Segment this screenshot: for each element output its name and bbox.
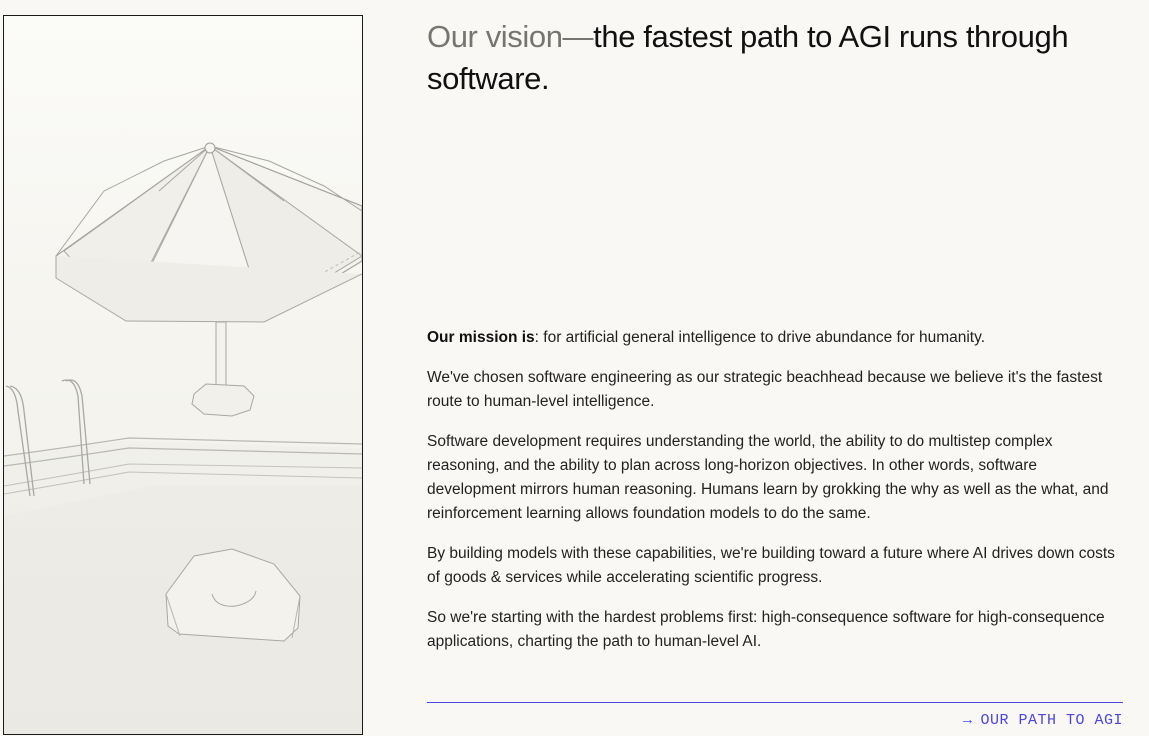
mission-label: Our mission is — [427, 329, 535, 346]
paragraph-hardest-problems: So we're starting with the hardest problems first: high-consequence software for high-consequence applications, charting the path to human-level AI. — [427, 609, 1105, 650]
illustration-frame — [3, 15, 363, 735]
cta-divider — [427, 702, 1123, 703]
page-headline — [427, 16, 1127, 100]
paragraph-future: By building models with these capabilities, we're building toward a future where AI drives down costs of goods & services while accelerating scientific progress. — [427, 545, 1115, 586]
cta-label: OUR PATH TO AGI — [980, 712, 1123, 729]
mission-body — [427, 326, 1127, 670]
paragraph-reasoning: Software development requires understanding the world, the ability to do multistep complex reasoning, and the ability to plan across long-horizon objectives. In other words, software development mirrors human reasoning. Humans learn by grokking the why as well as the what, and reinforcement learning allows foundation models to do the same. — [427, 433, 1109, 522]
headline-strong: the fastest path to AGI runs through software. — [427, 19, 1069, 96]
our-path-to-agi-link[interactable] — [963, 712, 1123, 729]
headline-muted: Our vision— — [427, 19, 594, 54]
mission-statement — [427, 326, 1127, 350]
arrow-right-icon: → — [962, 712, 973, 729]
beach-umbrella-pool-illustration — [4, 16, 362, 734]
paragraph-beachhead: We've chosen software engineering as our strategic beachhead because we believe it's the fastest route to human-level intelligence. — [427, 369, 1103, 410]
mission-text: : for artificial general intelligence to drive abundance for humanity. — [534, 329, 985, 346]
